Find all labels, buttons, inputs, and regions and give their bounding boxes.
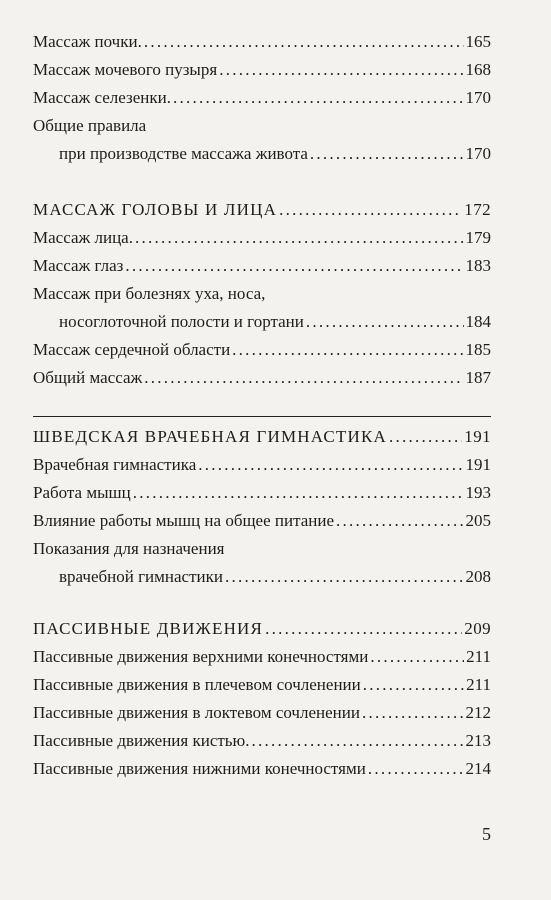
dot-leader xyxy=(362,699,464,727)
toc-entry-page: 211 xyxy=(466,675,491,694)
toc-entry-page: 211 xyxy=(466,647,491,666)
dot-leader xyxy=(252,727,464,755)
toc-heading-title: МАССАЖ ГОЛОВЫ И ЛИЦА xyxy=(33,200,278,219)
toc-entry-title: Пассивные движения кистью. xyxy=(33,731,250,750)
dot-leader xyxy=(144,28,464,56)
toc-entry-page: 170 xyxy=(465,144,491,163)
toc-entry-title: Массаж глаз xyxy=(33,256,124,275)
toc-entry-page: 179 xyxy=(465,228,491,247)
toc-entry xyxy=(33,56,491,84)
toc-entry-page: 205 xyxy=(465,511,491,530)
toc-entry-title: Массаж почки. xyxy=(33,32,142,51)
toc-entry-title: Массаж сердечной области xyxy=(33,340,231,359)
dot-leader xyxy=(363,671,464,699)
dot-leader xyxy=(336,507,463,535)
toc-entry-title: Общие правила xyxy=(33,116,147,135)
toc-section-heading xyxy=(33,423,491,451)
toc-entry-title: Пассивные движения в локтевом сочленении xyxy=(33,703,360,722)
toc-entry xyxy=(33,84,491,112)
toc-entry-page: 212 xyxy=(465,703,491,722)
toc-entry-page: 214 xyxy=(465,759,491,778)
toc-entry-title: Пассивные движения в плечевом сочленении xyxy=(33,675,361,694)
toc-entry-page: 191 xyxy=(465,455,491,474)
dot-leader xyxy=(225,563,464,591)
toc-entry-title: Врачебная гимнастика xyxy=(33,455,197,474)
toc-entry xyxy=(33,535,491,591)
table-of-contents xyxy=(33,28,491,783)
toc-entry xyxy=(33,507,491,535)
toc-entry xyxy=(33,479,491,507)
toc-entry-page: 185 xyxy=(465,340,491,359)
toc-entry-page: 170 xyxy=(465,88,491,107)
toc-entry-page: 184 xyxy=(465,312,491,331)
dot-leader xyxy=(219,56,463,84)
toc-entry xyxy=(33,112,491,168)
toc-entry xyxy=(33,671,491,699)
dot-leader xyxy=(265,615,462,643)
dot-leader xyxy=(232,336,463,364)
dot-leader xyxy=(370,643,464,671)
toc-entry-title: Массаж мочевого пузыря xyxy=(33,60,218,79)
toc-heading-title: ШВЕДСКАЯ ВРАЧЕБНАЯ ГИМНАСТИКА xyxy=(33,427,388,446)
toc-section-swedish-gymnastics xyxy=(33,417,491,591)
toc-entry-title-continued: врачебной гимнастики xyxy=(59,567,223,586)
toc-entry-title-continued: при производстве массажа живота xyxy=(59,144,308,163)
toc-section-passive-movements xyxy=(33,615,491,783)
toc-entry xyxy=(33,643,491,671)
dot-leader xyxy=(279,196,462,224)
toc-entry-page: 168 xyxy=(465,60,491,79)
dot-leader xyxy=(389,423,462,451)
toc-entry xyxy=(33,280,491,336)
dot-leader xyxy=(173,84,463,112)
dot-leader xyxy=(310,140,464,168)
toc-entry-page: 193 xyxy=(465,483,491,502)
dot-leader xyxy=(368,755,464,783)
toc-section-massage-abdomen xyxy=(33,28,491,168)
dot-leader xyxy=(135,224,464,252)
toc-entry-page: 165 xyxy=(465,32,491,51)
toc-entry-title-continued: носоглоточной полости и гортани xyxy=(59,312,304,331)
toc-heading-page: 172 xyxy=(464,200,491,219)
toc-entry xyxy=(33,755,491,783)
toc-entry-title: Пассивные движения нижними конечностями xyxy=(33,759,366,778)
dot-leader xyxy=(144,364,463,392)
toc-entry-title: Массаж лица. xyxy=(33,228,133,247)
toc-section-heading xyxy=(33,196,491,224)
toc-entry-title: Пассивные движения верхними конечностями xyxy=(33,647,369,666)
toc-entry xyxy=(33,364,491,392)
toc-entry xyxy=(33,252,491,280)
toc-entry-page: 187 xyxy=(465,368,491,387)
toc-heading-page: 209 xyxy=(464,619,491,638)
toc-section-head-face-massage xyxy=(33,196,491,392)
toc-entry xyxy=(33,699,491,727)
toc-entry-page: 213 xyxy=(465,731,491,750)
dot-leader xyxy=(125,252,463,280)
toc-entry-title: Показания для назначения xyxy=(33,539,225,558)
toc-entry-title: Массаж селезенки. xyxy=(33,88,172,107)
page-number: 5 xyxy=(482,824,491,844)
toc-entry-title: Массаж при болезнях уха, носа, xyxy=(33,284,266,303)
toc-entry xyxy=(33,336,491,364)
dot-leader xyxy=(133,479,464,507)
dot-leader xyxy=(198,451,463,479)
toc-entry-title: Общий массаж xyxy=(33,368,143,387)
toc-entry xyxy=(33,28,491,56)
toc-entry xyxy=(33,451,491,479)
toc-heading-title: ПАССИВНЫЕ ДВИЖЕНИЯ xyxy=(33,619,264,638)
toc-entry xyxy=(33,727,491,755)
toc-section-heading xyxy=(33,615,491,643)
toc-entry-title: Влияние работы мышц на общее питание xyxy=(33,511,335,530)
dot-leader xyxy=(306,308,464,336)
toc-heading-page: 191 xyxy=(464,427,491,446)
toc-entry-page: 183 xyxy=(465,256,491,275)
toc-entry-title: Работа мышц xyxy=(33,483,131,502)
toc-entry-page: 208 xyxy=(465,567,491,586)
toc-entry xyxy=(33,224,491,252)
